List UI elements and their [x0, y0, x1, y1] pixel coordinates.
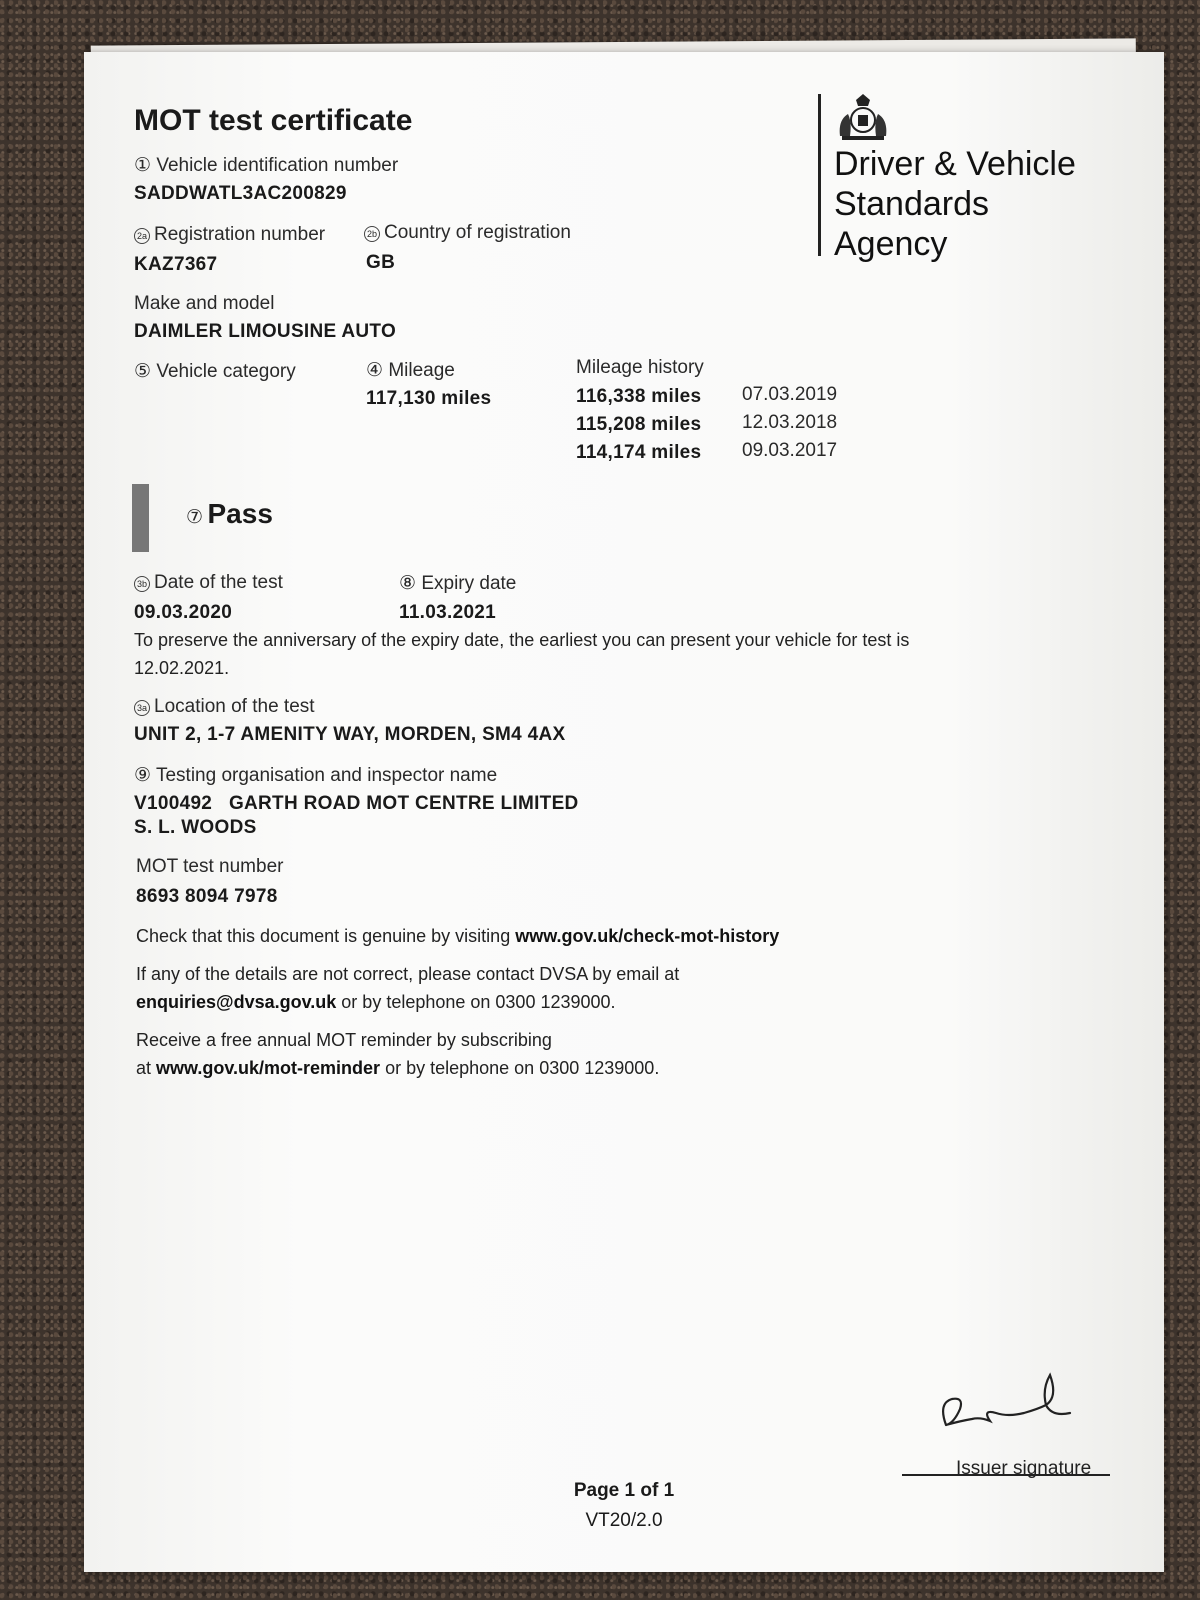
certificate-page — [84, 52, 1164, 1572]
result — [186, 498, 273, 530]
preserve-anniversary-note: To preserve the anniversary of the expiry date, the earliest you can present your vehicle for test is 12.02.2021. — [134, 630, 910, 678]
field-number-9: ⑨ — [134, 765, 152, 786]
royal-crest-icon — [832, 90, 894, 144]
vin-label: ① Vehicle identification number — [134, 155, 399, 176]
test-date-value: 09.03.2020 — [134, 602, 233, 623]
form-code: VT20/2.0 — [585, 1510, 663, 1531]
result-marker — [132, 484, 149, 552]
inspector-name: S. L. WOODS — [134, 817, 257, 838]
country-value: GB — [366, 252, 396, 273]
test-number-value: 8693 8094 7978 — [136, 886, 278, 907]
contact-email: enquiries@dvsa.gov.uk — [136, 992, 337, 1012]
vin-value: SADDWATL3AC200829 — [134, 183, 347, 204]
location-value: UNIT 2, 1-7 AMENITY WAY, MORDEN, SM4 4AX — [134, 724, 566, 745]
organisation-name: GARTH ROAD MOT CENTRE LIMITED — [228, 793, 579, 814]
issuer-signature-icon — [934, 1367, 1104, 1442]
mileage-history-label: Mileage history — [576, 357, 704, 378]
agency-line-3: Agency — [834, 225, 948, 263]
field-number-3b: 3b — [134, 576, 150, 592]
field-number-3a: 3a — [134, 700, 150, 716]
organisation-value — [134, 793, 579, 815]
history-date-1: 07.03.2019 — [742, 384, 838, 405]
make-label: Make and model — [134, 293, 275, 314]
check-genuine-text: Check that this document is genuine by visiting www.gov.uk/check-mot-history — [136, 926, 780, 946]
reminder-text: Receive a free annual MOT reminder by subscribing at www.gov.uk/mot-reminder or by telephone on 0300 1239000. — [136, 1030, 660, 1078]
registration-label: 2a Registration number — [134, 224, 325, 246]
earliest-test-date: 12.02.2021. — [134, 658, 230, 678]
make-value: DAIMLER LIMOUSINE AUTO — [134, 321, 397, 342]
field-number-8: ⑧ — [399, 573, 417, 594]
country-label: 2b Country of registration — [364, 222, 571, 244]
mileage-value: 117,130 miles — [366, 388, 492, 409]
location-label: 3a Location of the test — [134, 696, 315, 718]
document-title: MOT test certificate — [134, 104, 413, 137]
agency-name — [834, 144, 1076, 264]
organisation-id: V100492 — [134, 793, 213, 814]
page-footer — [524, 1480, 724, 1532]
mot-reminder-link: www.gov.uk/mot-reminder — [156, 1058, 381, 1078]
history-miles-2: 115,208 miles — [576, 414, 702, 435]
history-miles-1: 116,338 miles — [576, 386, 702, 407]
field-number-1: ① — [134, 155, 152, 176]
page-indicator: Page 1 of 1 — [573, 1480, 675, 1501]
issuer-signature-label: Issuer signature — [956, 1458, 1092, 1479]
registration-value: KAZ7367 — [134, 254, 218, 275]
field-number-4: ④ — [366, 360, 384, 381]
test-date-label: 3b Date of the test — [134, 572, 283, 594]
field-number-2a: 2a — [134, 228, 150, 244]
mileage-label: ④ Mileage — [366, 360, 455, 381]
history-date-2: 12.03.2018 — [742, 412, 838, 433]
field-number-2b: 2b — [364, 226, 380, 242]
history-miles-3: 114,174 miles — [576, 442, 702, 463]
test-number-label: MOT test number — [136, 856, 284, 877]
result-value: Pass — [207, 498, 273, 529]
expiry-value: 11.03.2021 — [399, 602, 497, 623]
field-number-7: ⑦ — [186, 507, 204, 528]
agency-divider — [818, 94, 821, 256]
agency-line-1: Driver & Vehicle — [834, 145, 1076, 183]
organisation-label: ⑨ Testing organisation and inspector name — [134, 765, 498, 786]
agency-line-2: Standards — [834, 185, 989, 223]
history-date-3: 09.03.2017 — [742, 440, 838, 461]
category-label: ⑤ Vehicle category — [134, 361, 296, 382]
expiry-label: ⑧ Expiry date — [399, 573, 517, 594]
field-number-5: ⑤ — [134, 361, 152, 382]
contact-text: If any of the details are not correct, please contact DVSA by email at enquiries@dvsa.gov.uk or by telephone on 0300 1239000. — [136, 964, 680, 1012]
check-mot-history-link: www.gov.uk/check-mot-history — [515, 926, 780, 946]
